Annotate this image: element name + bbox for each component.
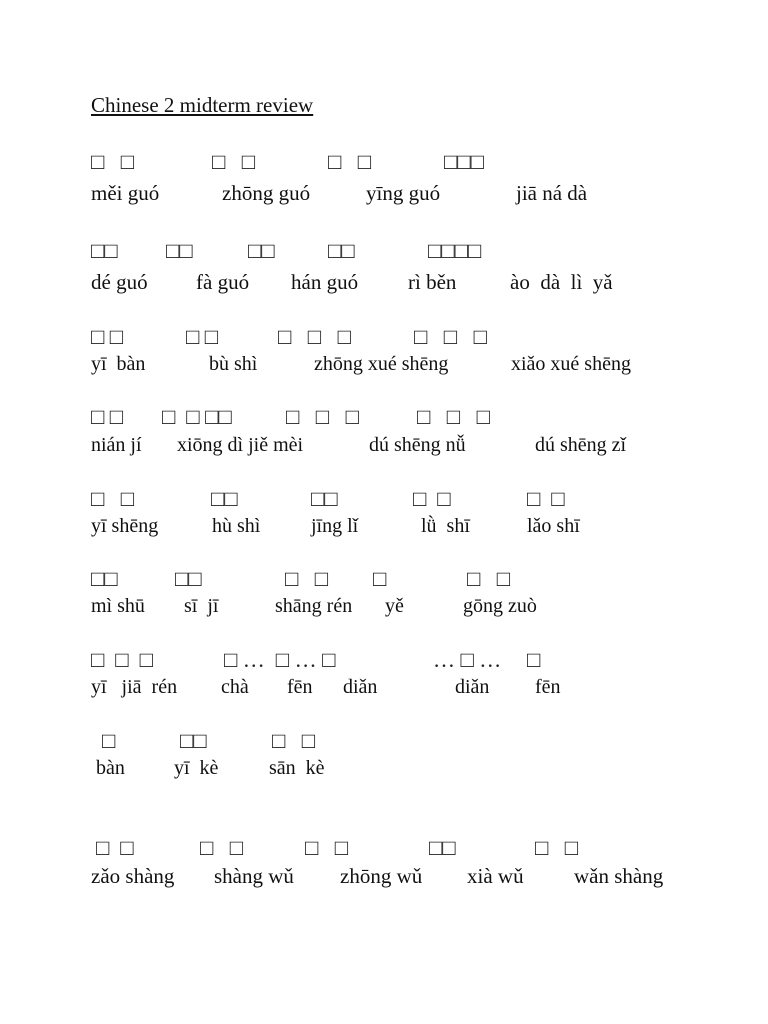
page-title: Chinese 2 midterm review [91, 93, 314, 117]
hanzi-placeholder: □ □ □ [286, 404, 359, 429]
hanzi-placeholder: □ □ [467, 566, 511, 591]
hanzi-placeholder: □□ [91, 566, 118, 591]
pinyin-label: lǎo shī [527, 515, 580, 537]
hanzi-placeholder: □ □ [186, 324, 219, 349]
hanzi-placeholder: □ □ [328, 149, 372, 174]
pinyin-label: xiǎo xué shēng [511, 353, 631, 375]
pinyin-label: rì běn [408, 270, 457, 294]
hanzi-placeholder: □ □ □ [414, 324, 487, 349]
hanzi-placeholder: □ [102, 728, 116, 753]
hanzi-placeholder: □ □ [91, 324, 124, 349]
pinyin-label: jīng lǐ [311, 515, 359, 537]
pinyin-label: jiā ná dà [516, 181, 588, 205]
pinyin-label: zǎo shàng [91, 864, 175, 888]
pinyin-label: shāng rén [275, 595, 353, 617]
hanzi-placeholder: □ □ [200, 835, 244, 860]
hanzi-placeholder: □ □ □ [417, 404, 490, 429]
pinyin-label: yī kè [174, 757, 219, 779]
pinyin-label: fēn [535, 676, 561, 698]
hanzi-placeholder: □□ [180, 728, 207, 753]
pinyin-label: zhōng wǔ [340, 864, 423, 888]
pinyin-label: yě [385, 595, 404, 617]
pinyin-label: chà [221, 676, 249, 698]
pinyin-label: hán guó [291, 270, 359, 294]
pinyin-label: dé guó [91, 270, 148, 294]
pinyin-label: bàn [96, 757, 125, 779]
hanzi-placeholder: □□ [328, 238, 355, 263]
hanzi-placeholder: … □ … [433, 647, 502, 672]
hanzi-placeholder: □ □ [535, 835, 579, 860]
pinyin-label: fà guó [196, 270, 250, 294]
pinyin-label: zhōng guó [222, 181, 311, 205]
pinyin-label: dú shēng nǚ [369, 434, 466, 456]
pinyin-label: nián jí [91, 434, 142, 456]
hanzi-placeholder: □□ [211, 486, 238, 511]
hanzi-placeholder: □ □ □ [91, 647, 153, 672]
pinyin-label: diǎn [343, 676, 378, 698]
hanzi-placeholder: □□ [248, 238, 275, 263]
hanzi-placeholder: □ □ [272, 728, 316, 753]
hanzi-placeholder: □□□ [444, 149, 484, 174]
hanzi-placeholder: □ □ [527, 486, 565, 511]
pinyin-label: yī bàn [91, 353, 146, 375]
hanzi-placeholder: □ … □ … □ [224, 647, 336, 672]
pinyin-label: xiōng dì jiě mèi [177, 434, 304, 456]
pinyin-label: dú shēng zǐ [535, 434, 627, 456]
hanzi-placeholder: □ □ [305, 835, 349, 860]
hanzi-placeholder: □□ [429, 835, 456, 860]
hanzi-placeholder: □□ [91, 238, 118, 263]
hanzi-placeholder: □ □ □ [278, 324, 351, 349]
hanzi-placeholder: □□□□ [428, 238, 482, 263]
pinyin-label: sī jī [184, 595, 219, 617]
hanzi-placeholder: □□ [175, 566, 202, 591]
pinyin-label: sān kè [269, 757, 325, 779]
hanzi-placeholder: □ □ □□ [162, 404, 232, 429]
pinyin-label: diǎn [455, 676, 490, 698]
hanzi-placeholder: □ [527, 647, 541, 672]
pinyin-label: mì shū [91, 595, 145, 617]
pinyin-label: yī jiā rén [91, 676, 178, 698]
pinyin-label: bù shì [209, 353, 258, 375]
pinyin-label: fēn [287, 676, 313, 698]
hanzi-placeholder: □ □ [91, 486, 135, 511]
pinyin-label: yīng guó [366, 181, 441, 205]
pinyin-label: wǎn shàng [574, 864, 664, 888]
hanzi-placeholder: □ □ [413, 486, 451, 511]
pinyin-label: ào dà lì yǎ [510, 270, 613, 294]
hanzi-placeholder: □ [373, 566, 387, 591]
hanzi-placeholder: □□ [311, 486, 338, 511]
pinyin-label: gōng zuò [463, 595, 537, 617]
hanzi-placeholder: □ □ [212, 149, 256, 174]
hanzi-placeholder: □ □ [96, 835, 134, 860]
pinyin-label: hù shì [212, 515, 261, 537]
pinyin-label: xià wǔ [467, 864, 524, 888]
hanzi-placeholder: □□ [166, 238, 193, 263]
hanzi-placeholder: □ □ [91, 149, 135, 174]
pinyin-label: měi guó [91, 181, 160, 205]
pinyin-label: yī shēng [91, 515, 159, 537]
hanzi-placeholder: □ □ [285, 566, 329, 591]
hanzi-placeholder: □ □ [91, 404, 124, 429]
pinyin-label: lǜ shī [421, 515, 470, 537]
pinyin-label: shàng wǔ [214, 864, 294, 888]
pinyin-label: zhōng xué shēng [314, 353, 449, 375]
